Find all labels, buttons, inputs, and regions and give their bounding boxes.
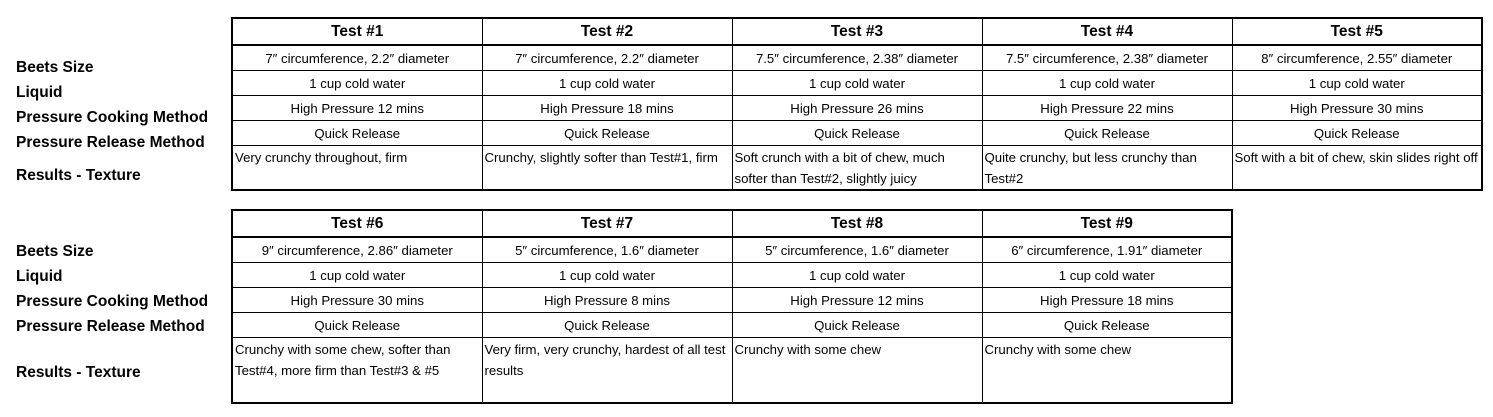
row-liquid: [232, 71, 1482, 96]
cell-release: Quick Release: [732, 121, 982, 146]
cell-cooking: High Pressure 18 mins: [982, 288, 1232, 313]
results-table: [231, 209, 1233, 404]
cell-size: 7″ circumference, 2.2″ diameter: [482, 45, 732, 71]
cell-liquid: 1 cup cold water: [982, 263, 1232, 288]
cell-liquid: 1 cup cold water: [482, 71, 732, 96]
cell-release: Quick Release: [232, 121, 482, 146]
cell-cooking: High Pressure 12 mins: [232, 96, 482, 121]
cell-texture: Soft crunch with a bit of chew, much softer than Test#2, slightly juicy: [732, 146, 982, 191]
test-header: Test #4: [982, 18, 1232, 45]
cell-size: 8″ circumference, 2.55″ diameter: [1232, 45, 1482, 71]
row-label: Liquid: [16, 268, 63, 285]
cell-liquid: 1 cup cold water: [732, 71, 982, 96]
header-row: [232, 18, 1482, 45]
cell-liquid: 1 cup cold water: [982, 71, 1232, 96]
cell-size: 7″ circumference, 2.2″ diameter: [232, 45, 482, 71]
cell-texture: Crunchy with some chew: [982, 338, 1232, 404]
cell-liquid: 1 cup cold water: [232, 71, 482, 96]
cell-texture: Crunchy, slightly softer than Test#1, firm: [482, 146, 732, 191]
row-release: [232, 121, 1482, 146]
row-release: [232, 313, 1232, 338]
cell-liquid: 1 cup cold water: [482, 263, 732, 288]
header-row: [232, 210, 1232, 237]
row-label: Results - Texture: [16, 167, 141, 184]
row-label: Pressure Release Method: [16, 318, 205, 335]
row-label: Liquid: [16, 84, 63, 101]
row-size: [232, 45, 1482, 71]
cell-size: 9″ circumference, 2.86″ diameter: [232, 237, 482, 263]
cell-size: 6″ circumference, 1.91″ diameter: [982, 237, 1232, 263]
row-cooking: [232, 96, 1482, 121]
test-header: Test #7: [482, 210, 732, 237]
cell-release: Quick Release: [1232, 121, 1482, 146]
row-cooking: [232, 288, 1232, 313]
cell-size: 5″ circumference, 1.6″ diameter: [732, 237, 982, 263]
cell-size: 7.5″ circumference, 2.38″ diameter: [732, 45, 982, 71]
cell-liquid: 1 cup cold water: [232, 263, 482, 288]
cell-size: 7.5″ circumference, 2.38″ diameter: [982, 45, 1232, 71]
test-header: Test #3: [732, 18, 982, 45]
cell-release: Quick Release: [732, 313, 982, 338]
cell-texture: Soft with a bit of chew, skin slides right off: [1232, 146, 1482, 191]
test-header: Test #1: [232, 18, 482, 45]
cell-size: 5″ circumference, 1.6″ diameter: [482, 237, 732, 263]
row-liquid: [232, 263, 1232, 288]
test-header: Test #6: [232, 210, 482, 237]
cell-cooking: High Pressure 8 mins: [482, 288, 732, 313]
cell-cooking: High Pressure 18 mins: [482, 96, 732, 121]
cell-cooking: High Pressure 26 mins: [732, 96, 982, 121]
cell-texture: Very crunchy throughout, firm: [232, 146, 482, 191]
row-label: Pressure Release Method: [16, 134, 205, 151]
cell-liquid: 1 cup cold water: [732, 263, 982, 288]
row-label: Beets Size: [16, 243, 94, 260]
test-header: Test #9: [982, 210, 1232, 237]
cell-texture: Quite crunchy, but less crunchy than Test#2: [982, 146, 1232, 191]
row-label: Pressure Cooking Method: [16, 109, 209, 126]
row-texture: [232, 146, 1482, 191]
cell-release: Quick Release: [482, 313, 732, 338]
test-header: Test #8: [732, 210, 982, 237]
results-table: [231, 17, 1483, 191]
row-label: Beets Size: [16, 59, 94, 76]
cell-texture: Very firm, very crunchy, hardest of all test results: [482, 338, 732, 404]
cell-cooking: High Pressure 30 mins: [232, 288, 482, 313]
cell-release: Quick Release: [232, 313, 482, 338]
cell-texture: Crunchy with some chew: [732, 338, 982, 404]
cell-cooking: High Pressure 30 mins: [1232, 96, 1482, 121]
cell-texture: Crunchy with some chew, softer than Test#4, more firm than Test#3 & #5: [232, 338, 482, 404]
row-size: [232, 237, 1232, 263]
cell-cooking: High Pressure 22 mins: [982, 96, 1232, 121]
cell-release: Quick Release: [482, 121, 732, 146]
row-label: Results - Texture: [16, 364, 141, 381]
cell-liquid: 1 cup cold water: [1232, 71, 1482, 96]
cell-release: Quick Release: [982, 313, 1232, 338]
cell-cooking: High Pressure 12 mins: [732, 288, 982, 313]
row-texture: [232, 338, 1232, 404]
row-label: Pressure Cooking Method: [16, 293, 209, 310]
test-header: Test #2: [482, 18, 732, 45]
test-header: Test #5: [1232, 18, 1482, 45]
cell-release: Quick Release: [982, 121, 1232, 146]
